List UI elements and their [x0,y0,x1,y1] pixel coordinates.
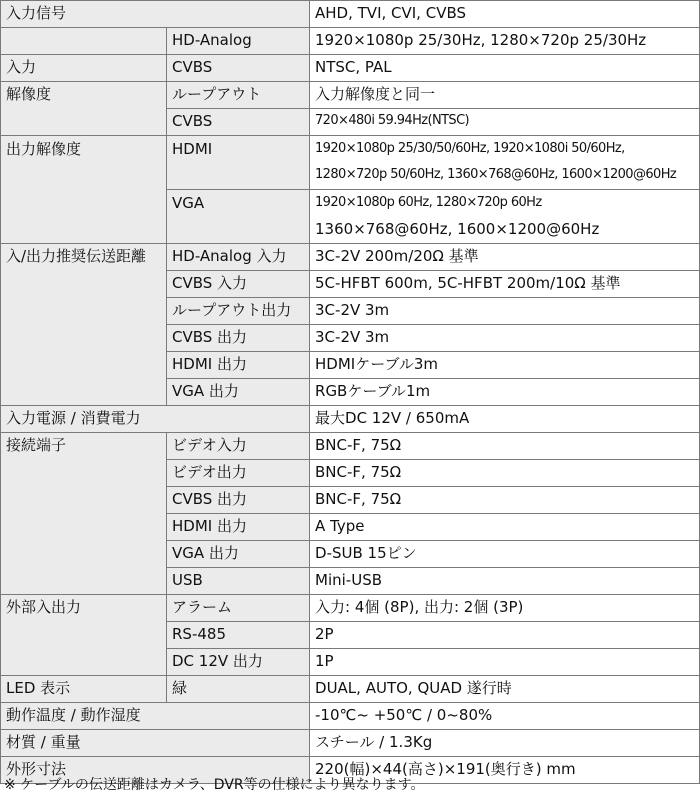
row-value: 入力: 4個 (8P), 出力: 2個 (3P) [310,595,700,622]
row-label: 出力解像度 [1,136,167,244]
row-value: スチール / 1.3Kg [310,730,700,757]
table-row [1,82,700,109]
row-sublabel: CVBS [167,55,310,82]
row-sublabel: RS-485 [167,622,310,649]
row-sublabel: HD-Analog [167,28,310,55]
row-sublabel: ループアウト出力 [167,298,310,325]
row-value: 3C-2V 3m [310,325,700,352]
row-value: AHD, TVI, CVI, CVBS [310,1,700,28]
row-sublabel: HDMI 出力 [167,352,310,379]
row-sublabel: HDMI [167,136,310,190]
table-row [1,28,700,55]
row-sublabel: DC 12V 出力 [167,649,310,676]
row-sublabel: HD-Analog 入力 [167,244,310,271]
row-label: 入力電源 / 消費電力 [1,406,310,433]
row-value: Mini-USB [310,568,700,595]
table-row [1,595,700,622]
row-value: HDMIケーブル3m [310,352,700,379]
row-label: 解像度 [1,82,167,136]
table-row [1,55,700,82]
row-sublabel: CVBS 出力 [167,325,310,352]
row-value: BNC-F, 75Ω [310,460,700,487]
row-label: 外部入出力 [1,595,167,676]
row-sublabel: HDMI 出力 [167,514,310,541]
row-sublabel: CVBS 入力 [167,271,310,298]
row-value: RGBケーブル1m [310,379,700,406]
value-line: 1920×1080p 60Hz, 1280×720p 60Hz [315,195,542,210]
row-label: 材質 / 重量 [1,730,310,757]
row-label: 入力信号 [1,1,310,28]
row-label: 入/出力推奨伝送距離 [1,244,167,406]
row-value: D-SUB 15ピン [310,541,700,568]
table-row [1,433,700,460]
row-label: 動作温度 / 動作湿度 [1,703,310,730]
table-row [1,1,700,28]
row-sublabel: ビデオ出力 [167,460,310,487]
row-sublabel: 緑 [167,676,310,703]
table-row [1,406,700,433]
row-sublabel: VGA [167,190,310,244]
table-row [1,676,700,703]
row-value: 3C-2V 200m/20Ω 基準 [310,244,700,271]
row-sublabel: アラーム [167,595,310,622]
row-sublabel: CVBS 出力 [167,487,310,514]
row-value: DUAL, AUTO, QUAD 遂行時 [310,676,700,703]
table-row [1,730,700,757]
row-value: NTSC, PAL [310,55,700,82]
row-value-multiline [310,136,700,190]
row-value: BNC-F, 75Ω [310,433,700,460]
row-sublabel: ループアウト [167,82,310,109]
row-value: 220(幅)×44(高さ)×191(奥行き) mm [310,757,700,784]
row-value: 3C-2V 3m [310,298,700,325]
row-value: 2P [310,622,700,649]
value-line: 1280×720p 50/60Hz, 1360×768@60Hz, 1600×1200@60Hz [315,167,677,182]
row-value: BNC-F, 75Ω [310,487,700,514]
row-label: 入力 [1,55,167,82]
row-value: 入力解像度と同一 [310,82,700,109]
value-line: 1920×1080p 25/30/50/60Hz, 1920×1080i 50/60Hz, [315,141,625,156]
row-value: 最大DC 12V / 650mA [310,406,700,433]
row-value: 1P [310,649,700,676]
row-value: 5C-HFBT 600m, 5C-HFBT 200m/10Ω 基準 [310,271,700,298]
row-value: -10℃~ +50℃ / 0~80% [310,703,700,730]
row-label: LED 表示 [1,676,167,703]
row-value-multiline [310,190,700,244]
table-row [1,136,700,190]
row-sublabel: VGA 出力 [167,541,310,568]
row-label: 外形寸法 [1,757,310,784]
footnote: ※ ケーブルの伝送距離はカメラ、DVR等の仕様により異なります。 [4,777,425,793]
row-sublabel: CVBS [167,109,310,136]
row-sublabel: ビデオ入力 [167,433,310,460]
row-sublabel: VGA 出力 [167,379,310,406]
table-row [1,703,700,730]
row-value: 720×480i 59.94Hz(NTSC) [310,109,700,136]
row-label: 接続端子 [1,433,167,595]
row-value: 1920×1080p 25/30Hz, 1280×720p 25/30Hz [310,28,700,55]
row-label-empty [1,28,167,55]
table-row [1,244,700,271]
row-value: A Type [310,514,700,541]
row-sublabel: USB [167,568,310,595]
value-line: 1360×768@60Hz, 1600×1200@60Hz [315,220,600,238]
